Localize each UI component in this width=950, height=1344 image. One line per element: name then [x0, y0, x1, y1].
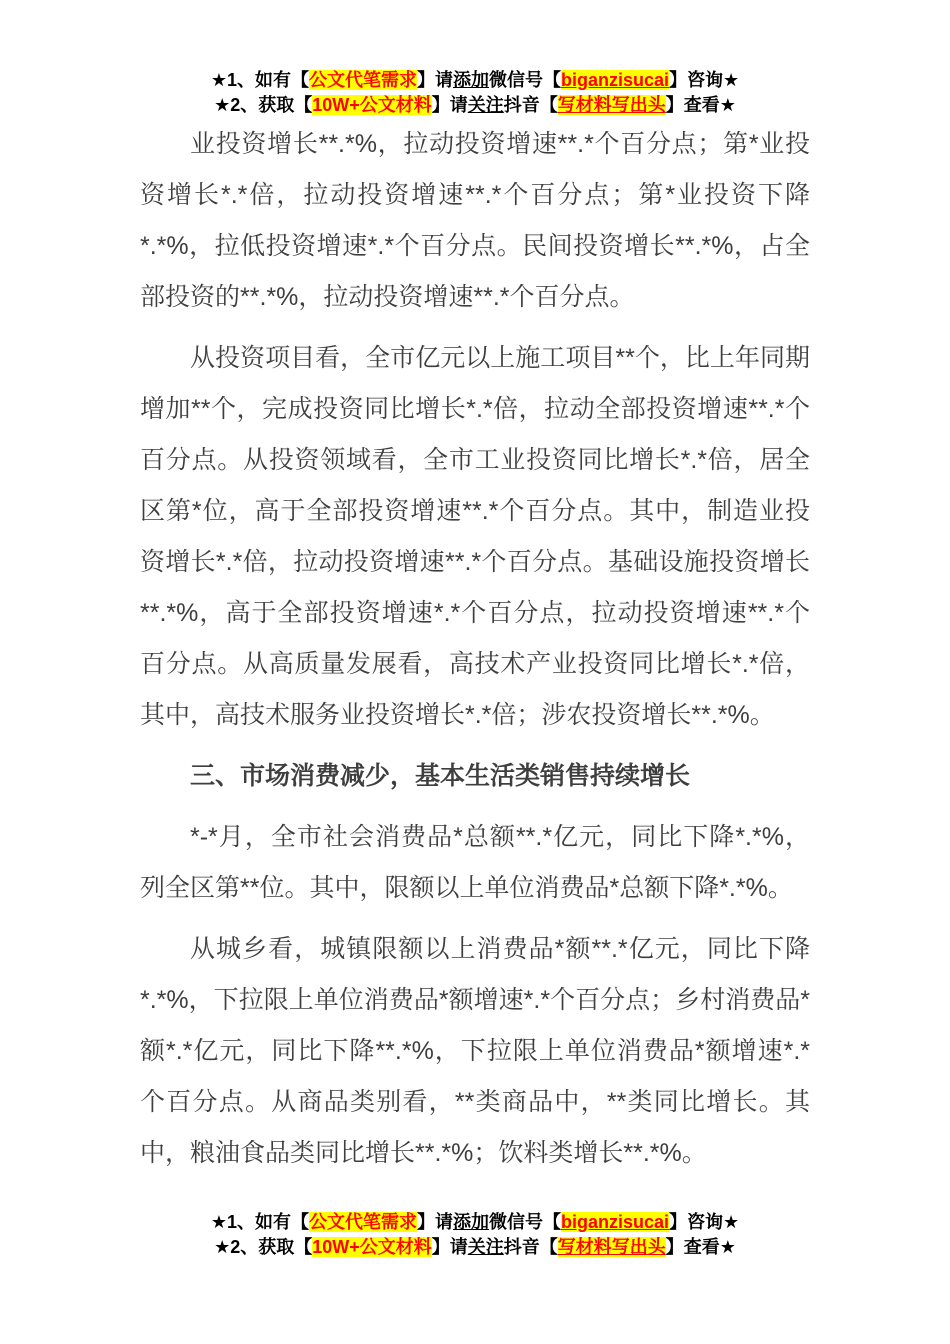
promo-text-segment: 】咨询★ [669, 70, 740, 90]
douyin-account-text: 写材料写出头 [557, 1237, 666, 1257]
promo-text-segment: 】查看★ [665, 95, 736, 115]
promo-text-segment: 】请 [416, 1212, 453, 1232]
highlighted-service-text: 公文代笔需求 [308, 1212, 417, 1232]
add-wechat-link-text: 添加 [452, 1212, 489, 1232]
douyin-account-text: 写材料写出头 [557, 95, 666, 115]
promo-text-segment: 微信号【 [488, 70, 561, 90]
promo-text-segment: ★1、如有【 [210, 70, 309, 90]
promo-text-segment: 】查看★ [665, 1237, 736, 1257]
promo-text-segment: ★2、获取【 [214, 95, 313, 115]
add-wechat-link-text: 添加 [452, 70, 489, 90]
promo-text-segment: 抖音【 [503, 1237, 558, 1257]
promo-text-segment: 】咨询★ [669, 1212, 740, 1232]
promo-text-segment: 微信号【 [488, 1212, 561, 1232]
promo-banner-top [0, 68, 950, 118]
promo-line-2 [0, 93, 950, 118]
document-body [140, 119, 810, 1189]
follow-douyin-link-text: 关注 [467, 95, 504, 115]
body-paragraph-1: 业投资增长**.*%，拉动投资增速**.*个百分点；第*业投资增长*.*倍，拉动投资增速**.*个百分点；第*业投资下降*.*%，拉低投资增速*.*个百分点。民间投资增长**.*%，占全部投资的**.*%，拉动投资增速**.*个百分点。 [140, 130, 810, 311]
wechat-id-text: biganzisucai [560, 1212, 670, 1232]
promo-text-segment: ★1、如有【 [210, 1212, 309, 1232]
promo-text-segment: 】请 [431, 95, 468, 115]
section-heading: 三、市场消费减少，基本生活类销售持续增长 [190, 762, 691, 790]
body-paragraph-4: 从城乡看，城镇限额以上消费品*额**.*亿元，同比下降*.*%，下拉限上单位消费品*额增速*.*个百分点；乡村消费品*额*.*亿元，同比下降**.*%，下拉限上单位消费品*额增速*.*个百分点。从商品类别看，**类商品中，**类同比增长。其中，粮油食品类同比增长**.*%；饮料类增长**.*%。 [140, 935, 810, 1167]
highlighted-material-text: 10W+公文材料 [312, 1237, 432, 1257]
promo-text-segment: ★2、获取【 [214, 1237, 313, 1257]
wechat-id-text: biganzisucai [560, 70, 670, 90]
body-paragraph-2: 从投资项目看，全市亿元以上施工项目**个，比上年同期增加**个，完成投资同比增长*.*倍，拉动全部投资增速**.*个百分点。从投资领域看，全市工业投资同比增长*.*倍，居全区第*位，高于全部投资增速**.*个百分点。其中，制造业投资增长*.*倍，拉动投资增速**.*个百分点。基础设施投资增长**.*%，高于全部投资增速*.*个百分点，拉动投资增速**.*个百分点。从高质量发展看，高技术产业投资同比增长*.*倍，其中，高技术服务业投资增长*.*倍；涉农投资增长**.*%。 [140, 344, 810, 729]
promo-text-segment: 抖音【 [503, 95, 558, 115]
promo-text-segment: 】请 [416, 70, 453, 90]
promo-text-segment: 】请 [431, 1237, 468, 1257]
promo-line-1 [0, 68, 950, 93]
promo-banner-bottom [0, 1210, 950, 1260]
follow-douyin-link-text: 关注 [467, 1237, 504, 1257]
highlighted-service-text: 公文代笔需求 [308, 70, 417, 90]
promo-line-2 [0, 1235, 950, 1260]
body-paragraph-3: *-*月，全市社会消费品*总额**.*亿元，同比下降*.*%，列全区第**位。其中，限额以上单位消费品*总额下降*.*%。 [140, 823, 810, 902]
highlighted-material-text: 10W+公文材料 [312, 95, 432, 115]
promo-line-1 [0, 1210, 950, 1235]
